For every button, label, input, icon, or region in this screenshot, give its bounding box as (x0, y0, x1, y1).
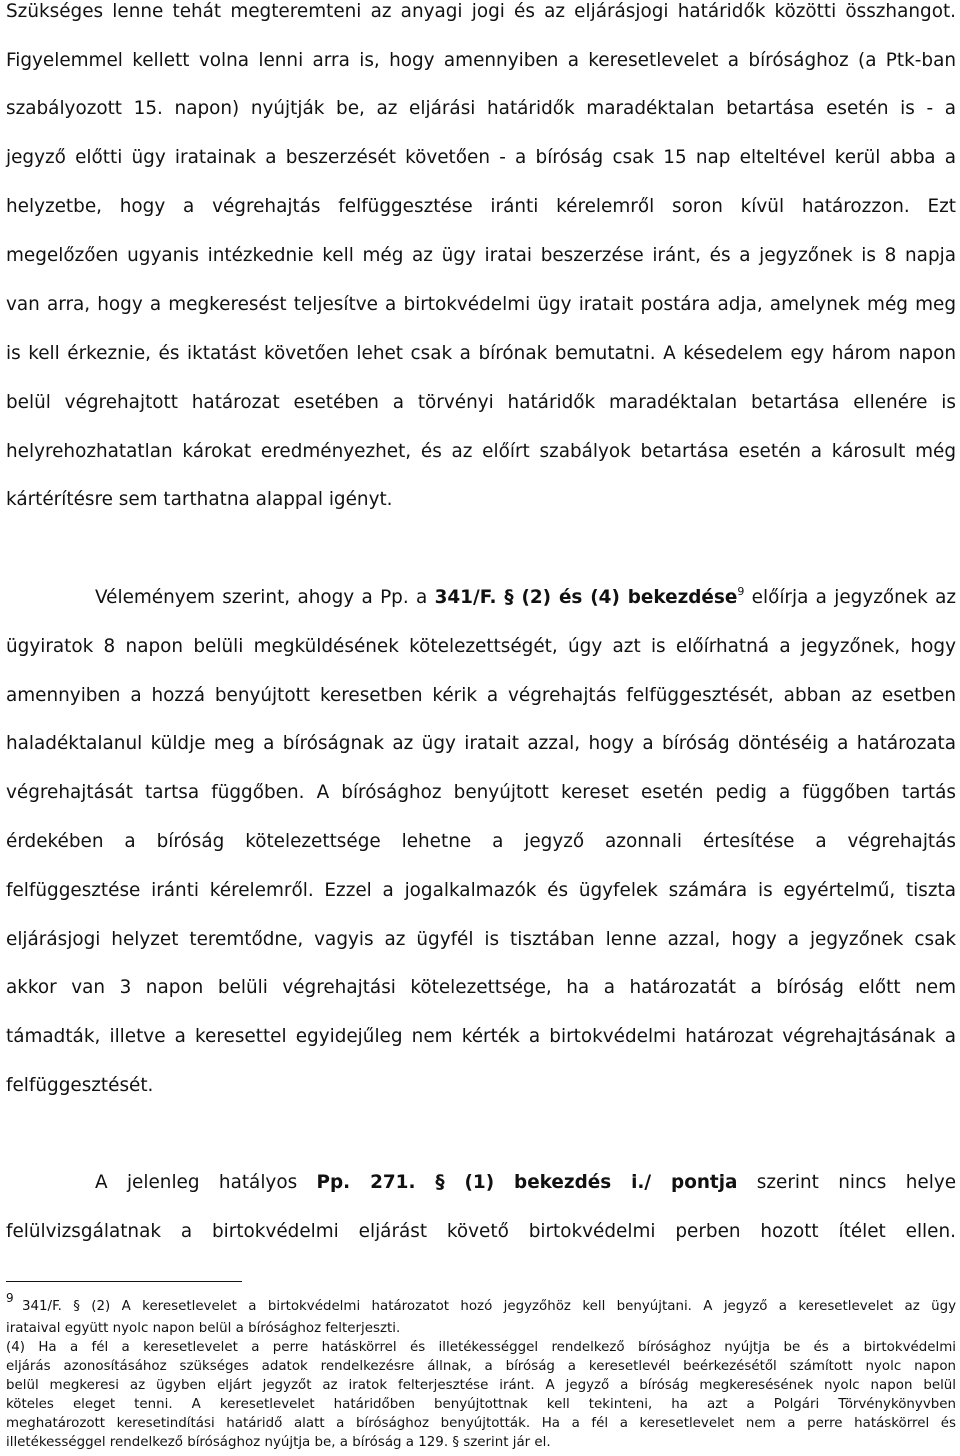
paragraph-line: akkor van 3 napon belüli végrehajtási kötelezettsége, ha a határozatát a bíróság előtt nem (6, 977, 956, 998)
footnote-line: eljárás azonosításához szükséges adatok rendelkezésre állnak, a bíróság a keresetlevél beérkezésétől számított nyolc napon (6, 1359, 956, 1374)
line-text: előírja a jegyzőnek az (744, 587, 957, 608)
paragraph-line: jegyző előtti ügy iratainak a beszerzését követően - a bíróság csak 15 nap elteltével kerül abba a (6, 147, 956, 168)
paragraph-line: eljárásjogi helyzet teremtődne, vagyis az ügyfél is tisztában lenne azzal, hogy a jegyzőnek csak (6, 929, 956, 950)
paragraph-line: támadták, illetve a keresettel egyidejűleg nem kérték a birtokvédelmi határozat végrehajtásának a (6, 1026, 956, 1047)
paragraph-line (95, 586, 956, 610)
footnote-line: meghatározott keresetindítási határidő alatt a bírósághoz benyújtották. Ha a fél a keresetlevelet nem a perre hatáskörrel és (6, 1416, 956, 1431)
footnote-line: irataival együtt nyolc napon belül a bírósághoz felterjeszti. (6, 1321, 401, 1336)
paragraph-line: megelőzően ugyanis intézkednie kell még az ügy iratai beszerzése iránt, és a jegyzőnek is 8 napja (6, 245, 956, 266)
paragraph-line: is kell érkeznie, és iktatást követően lehet csak a bírónak bemutatni. A késedelem egy három napon (6, 343, 956, 364)
footnote-line: (4) Ha a fél a keresetlevelet a perre hatáskörrel és illetékességgel rendelkező bírósághoz nyújtja be és a birtokvédelmi (6, 1340, 956, 1355)
paragraph-line: Szükséges lenne tehát megteremteni az anyagi jogi és az eljárásjogi határidők közötti összhangot. (6, 1, 956, 22)
footnote-line: illetékességgel rendelkező bírósághoz nyújtja be, a bíróság a 129. § szerint jár el. (6, 1435, 551, 1450)
paragraph-line: felülvizsgálatnak a birtokvédelmi eljárást követő birtokvédelmi perben hozott ítélet ellen. (6, 1221, 956, 1242)
paragraph-line: Figyelemmel kellett volna lenni arra is, hogy amennyiben a keresetlevelet a bírósághoz (a Ptk-ban (6, 50, 956, 71)
footnote-number: 9 (6, 1291, 14, 1305)
paragraph-line: kártérítésre sem tarthatna alappal igényt. (6, 489, 393, 510)
paragraph-line: érdekében a bíróság kötelezettsége lehetne a jegyző azonnali értesítése a végrehajtás (6, 831, 956, 852)
footnote-line: belül megkeresi az ügyben eljárt jegyzőt az iratok felterjesztése iránt. A jegyző a bíróság megkeresésének nyolc napon belül (6, 1378, 956, 1393)
paragraph-line (95, 1171, 956, 1195)
line-text: szerint nincs helye (737, 1172, 957, 1193)
footnote-line: 341/F. § (2) A keresetlevelet a birtokvédelmi határozatot hozó jegyzőhöz kell benyújtani. A jegyző a keresetlevelet az ügy (22, 1299, 956, 1314)
legal-reference: Pp. 271. § (1) bekezdés i./ pontja (316, 1172, 738, 1193)
footnote-separator (6, 1281, 242, 1282)
paragraph-line: szabályozott 15. napon) nyújtják be, az eljárási határidők maradéktalan betartása esetén is - a (6, 98, 956, 119)
footnote-line: köteles eleget tenni. A keresetlevelet határidőben benyújtottnak kell tekinteni, ha azt a Polgári Törvénykönyvben (6, 1397, 956, 1412)
paragraph-line: van arra, hogy a megkeresést teljesítve a birtokvédelmi ügy iratait postára adja, amelynek még meg (6, 294, 956, 315)
legal-reference: 341/F. § (2) és (4) bekezdése (434, 587, 738, 608)
paragraph-line: felfüggesztése iránti kérelemről. Ezzel a jogalkalmazók és ügyfelek számára is egyértelmű, tiszta (6, 880, 956, 901)
footnote-reference: 9 (737, 584, 745, 598)
paragraph-line: végrehajtását tartsa függőben. A bírósághoz benyújtott kereset esetén pedig a függőben tartás (6, 782, 956, 803)
line-text: A jelenleg hatályos (95, 1172, 317, 1193)
paragraph-line: helyzetbe, hogy a végrehajtás felfüggesztése iránti kérelemről soron kívül határozzon. Ezt (6, 196, 956, 217)
paragraph-line: haladéktalanul küldje meg a bíróságnak az ügy iratait azzal, hogy a bíróság döntéséig a határozata (6, 733, 956, 754)
paragraph-line: amennyiben a hozzá benyújtott keresetben kérik a végrehajtás felfüggesztését, abban az esetben (6, 685, 956, 706)
paragraph-line: helyrehozhatatlan károkat eredményezhet, és az előírt szabályok betartása esetén a károsult még (6, 441, 956, 462)
line-text: Véleményem szerint, ahogy a Pp. a (95, 587, 435, 608)
paragraph-line: ügyiratok 8 napon belüli megküldésének kötelezettségét, úgy azt is előírhatná a jegyzőnek, hogy (6, 636, 956, 657)
paragraph-line: felfüggesztését. (6, 1075, 154, 1096)
paragraph-line: belül végrehajtott határozat esetében a törvényi határidők maradéktalan betartása ellenére is (6, 392, 956, 413)
